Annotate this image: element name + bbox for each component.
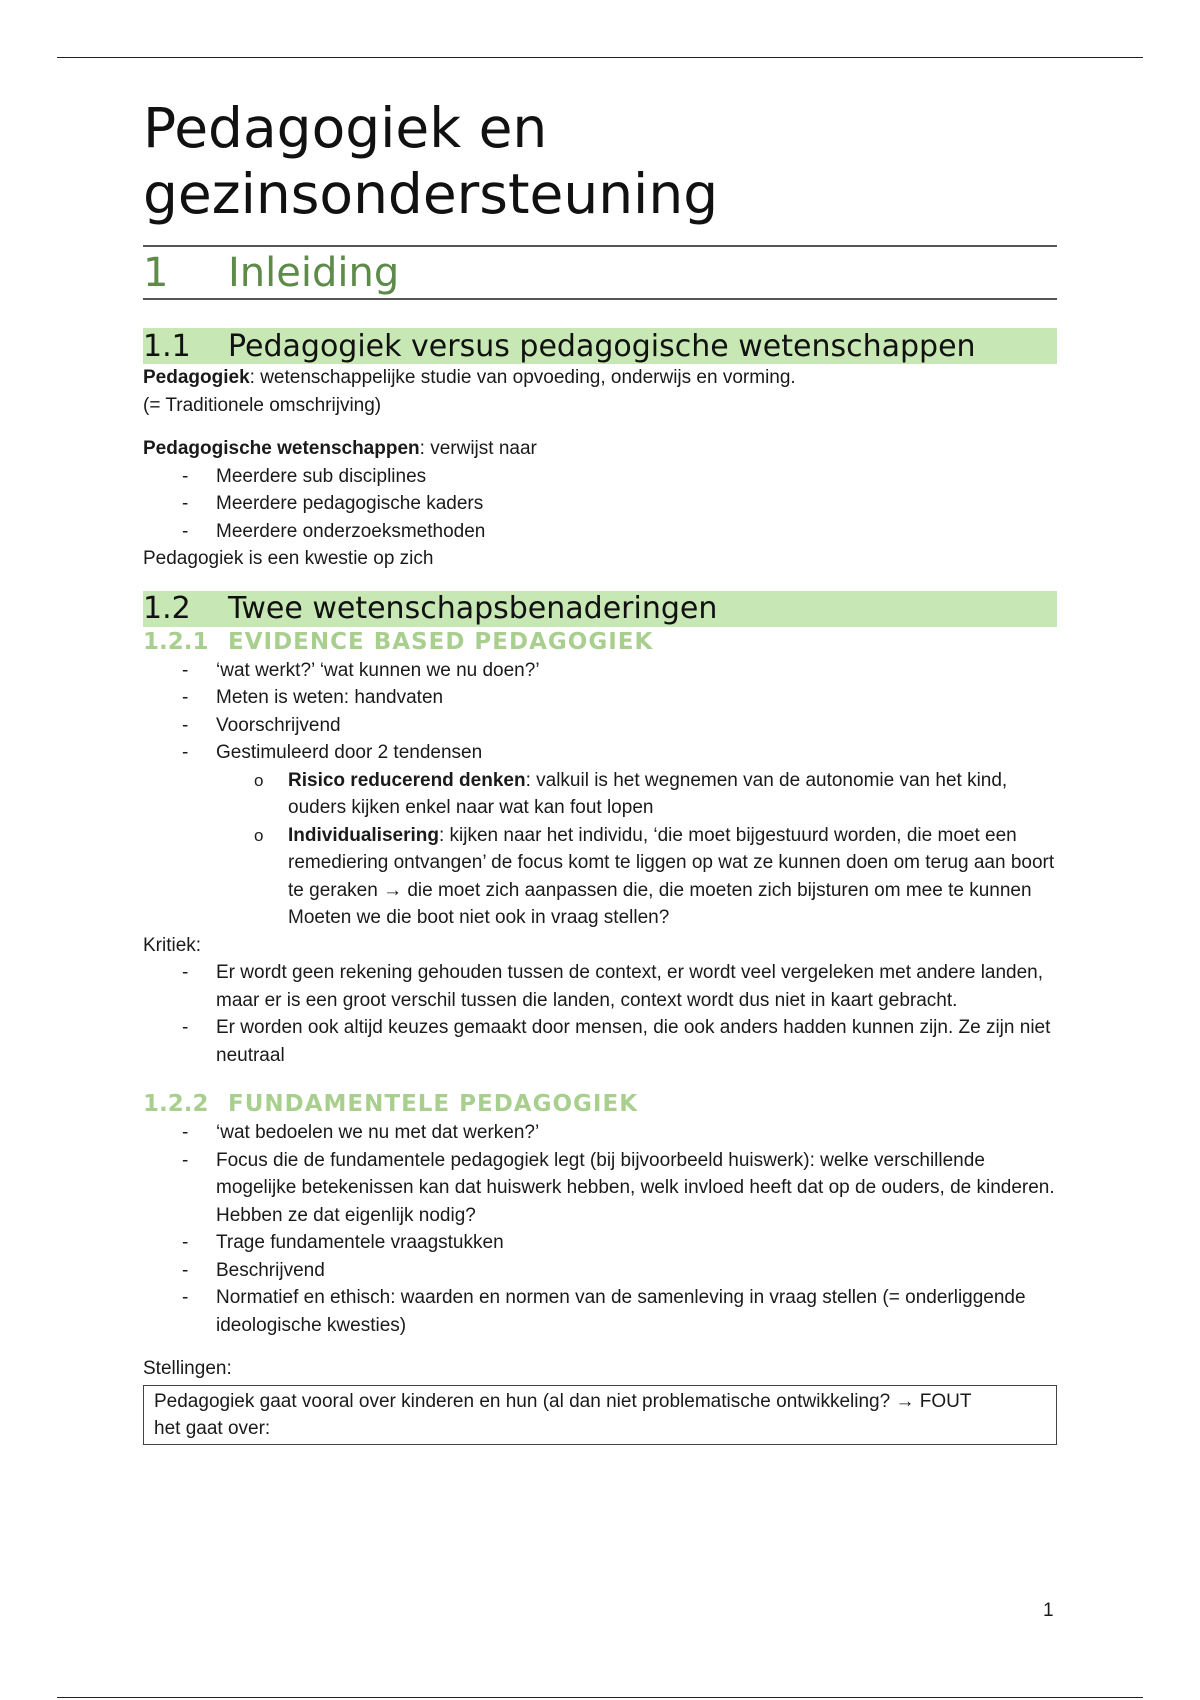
definition-text: : verwijst naar [419,438,537,459]
heading-number: 1 [143,249,169,296]
heading-title: Inleiding [228,249,400,296]
page-number: 1 [1043,1600,1054,1621]
heading-1-2 [143,591,1057,627]
list-item: - ‘wat bedoelen we nu met dat werken?’ [143,1119,1057,1147]
list-item: - Er worden ook altijd keuzes gemaakt door mensen, die ook anders hadden kunnen zijn. Ze zijn niet neutraal [143,1014,1057,1069]
document-title [143,95,1057,227]
heading-title: FUNDAMENTELE PEDAGOGIEK [228,1091,639,1117]
continuation-text: Moeten we die boot niet ook in vraag stellen? [288,907,670,928]
term: Pedagogische wetenschappen [143,438,420,459]
heading-number: 1.2 [143,591,191,626]
kritiek-label: Kritiek: [143,934,202,956]
term: Individualisering [288,824,439,846]
heading-1-2-1 [143,627,1057,657]
list-item: - Voorschrijvend [143,712,1057,740]
heading-title: Pedagogiek versus pedagogische wetenschappen [228,328,976,364]
stelling-line-2: het gaat over: [154,1417,271,1439]
bottom-rule [57,1697,1143,1698]
list-item: - Normatief en ethisch: waarden en normen van de samenleving in vraag stellen (= onderliggende ideologische kwesties) [143,1284,1057,1339]
page-content [143,95,1057,1445]
heading-number: 1.2.2 [143,1091,209,1117]
list-item: - ‘wat werkt?’ ‘wat kunnen we nu doen?’ [143,657,1057,685]
term: Risico reducerend denken [288,769,526,791]
definition-wetenschappen [143,435,1057,463]
definition-text: : wetenschappelijke studie van opvoeding, onderwijs en vorming. [249,367,796,388]
tendensen-list [143,767,1057,905]
definition-pedagogiek [143,364,1057,392]
item-text: : kijken naar het individu, ‘die moet bijgestuurd worden, die moet een remediering ontvangen’ de focus komt te liggen op wat ze kunnen doen om terug aan boort te geraken → die moet zich aanpassen die, die moeten zich bijsturen om mee te kunnen [288,824,1055,901]
list-item: - Trage fundamentele vraagstukken [143,1229,1057,1257]
kritiek-list [143,959,1057,1069]
heading-number: 1.1 [143,328,191,364]
title-line-2: gezinsondersteuning [143,162,719,226]
heading-number: 1.2.1 [143,628,209,655]
wetenschappen-list [143,463,1057,546]
stellingen-label: Stellingen: [143,1358,232,1379]
item-text: : valkuil is het wegnemen van de autonomie van het kind, ouders kijken enkel naar wat kan fout lopen [288,769,1008,818]
list-item-individualisering [143,822,1057,905]
fundamentele-list [143,1119,1057,1339]
definition-note: (= Traditionele omschrijving) [143,394,382,416]
closing-text: Pedagogiek is een kwestie op zich [143,548,434,569]
top-rule [57,57,1143,58]
heading-1-2-2 [143,1089,1057,1119]
list-item: - Meten is weten: handvaten [143,684,1057,712]
heading-title: Twee wetenschapsbenaderingen [228,591,718,626]
heading-title: EVIDENCE BASED PEDAGOGIEK [228,628,654,655]
list-item: - Meerdere pedagogische kaders [143,490,1057,518]
list-item: - Focus die de fundamentele pedagogiek legt (bij bijvoorbeeld huiswerk): welke verschillende mogelijke betekenissen kan dat huiswerk hebben, welk invloed heeft dat op de ouders, de kinderen. Hebben ze dat eigenlijk nodig? [143,1147,1057,1230]
title-line-1: Pedagogiek en [143,96,548,160]
list-item: - Meerdere onderzoeksmethoden [143,518,1057,546]
list-item-risico [143,767,1057,822]
evidence-list [143,657,1057,767]
stelling-box [143,1385,1057,1445]
heading-1-inleiding [143,245,1057,300]
heading-1-1 [143,328,1057,364]
term: Pedagogiek [143,367,250,388]
list-item: - Er wordt geen rekening gehouden tussen de context, er wordt veel vergeleken met andere landen, maar er is een groot verschil tussen die landen, context wordt dus niet in kaart gebracht. [143,959,1057,1014]
list-item: - Beschrijvend [143,1257,1057,1285]
stelling-line-1: Pedagogiek gaat vooral over kinderen en hun (al dan niet problematische ontwikkeling? → FOUT [154,1390,972,1412]
list-item: - Meerdere sub disciplines [143,463,1057,491]
list-item: - Gestimuleerd door 2 tendensen [143,739,1057,767]
